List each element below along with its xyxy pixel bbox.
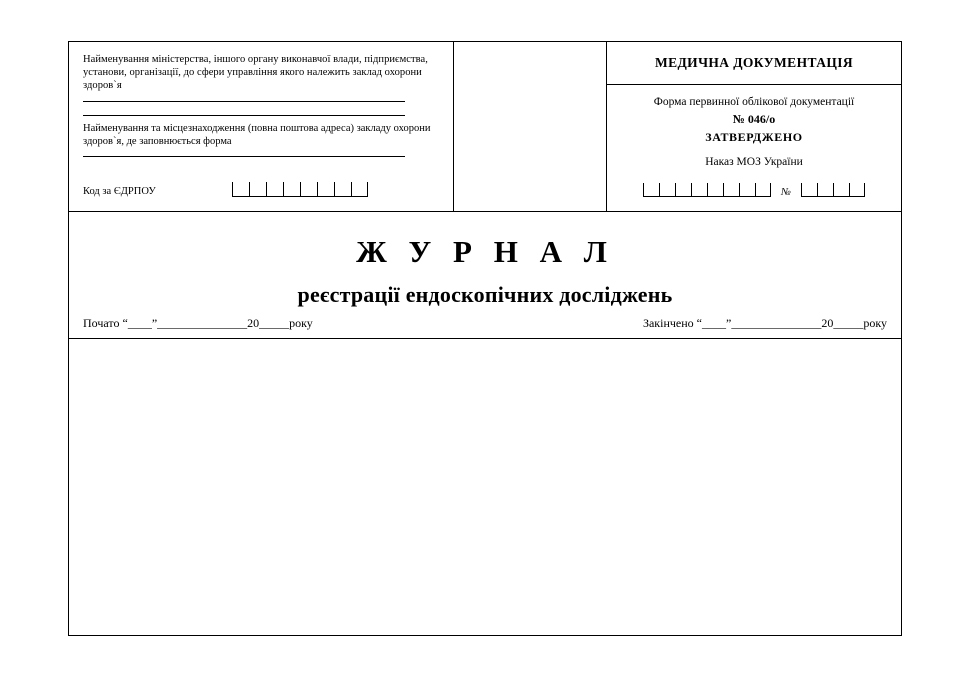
header-right-cell <box>607 42 901 211</box>
order-date-cell[interactable] <box>755 183 771 197</box>
edrpou-cell[interactable] <box>317 182 334 197</box>
order-number-cell[interactable] <box>801 183 817 197</box>
journal-dates-row <box>83 316 887 331</box>
edrpou-cell[interactable] <box>351 182 368 197</box>
edrpou-cell[interactable] <box>232 182 249 197</box>
institution-name-label: Найменування та місцезнаходження (повна поштова адреса) закладу охорони здоров`я, де заповнюється форма <box>83 123 431 147</box>
ministry-name-label: Найменування міністерства, іншого органу виконавчої влади, підприємства, установи, організації, до сфери управління якого належить заклад охорони здоров`я <box>83 54 428 91</box>
order-date-cell[interactable] <box>643 183 659 197</box>
edrpou-label: Код за ЄДРПОУ <box>83 186 156 197</box>
order-number-field[interactable] <box>801 183 865 198</box>
ministry-write-line-2 <box>83 115 405 116</box>
order-number-row <box>607 183 901 198</box>
institution-write-line <box>83 156 405 157</box>
order-date-cell[interactable] <box>659 183 675 197</box>
order-number-cell[interactable] <box>817 183 833 197</box>
journal-title-band <box>69 212 901 339</box>
medical-documentation-title: МЕДИЧНА ДОКУМЕНТАЦІЯ <box>654 55 854 70</box>
order-number-cell[interactable] <box>849 183 865 197</box>
edrpou-code-field[interactable] <box>232 182 368 197</box>
form-number-label: № 046/о <box>732 112 776 126</box>
header-row <box>69 42 901 212</box>
edrpou-cell[interactable] <box>283 182 300 197</box>
journal-blank-body <box>69 339 901 635</box>
form-registration-label: Форма первинної облікової документації <box>653 96 855 108</box>
edrpou-row <box>83 182 443 197</box>
header-left-cell <box>69 42 454 211</box>
approved-label: ЗАТВЕРДЖЕНО <box>705 130 803 144</box>
order-date-cell[interactable] <box>691 183 707 197</box>
order-date-cell[interactable] <box>723 183 739 197</box>
order-date-cell[interactable] <box>675 183 691 197</box>
header-middle-cell <box>454 42 607 211</box>
edrpou-cell[interactable] <box>300 182 317 197</box>
date-finished-field[interactable]: Закінчено “____”_______________20_____року <box>642 316 887 330</box>
date-started-field[interactable]: Почато “____”_______________20_____року <box>83 316 313 330</box>
header-right-divider <box>607 84 901 85</box>
journal-heading: Ж У Р Н А Л <box>356 234 614 269</box>
ministry-write-line-1 <box>83 101 405 102</box>
journal-subtitle: реєстрації ендоскопічних досліджень <box>297 282 673 307</box>
order-date-field[interactable] <box>643 183 771 198</box>
edrpou-cell[interactable] <box>334 182 351 197</box>
order-label: Наказ МОЗ України <box>705 156 803 168</box>
order-date-cell[interactable] <box>739 183 755 197</box>
edrpou-cell[interactable] <box>249 182 266 197</box>
order-date-cell[interactable] <box>707 183 723 197</box>
order-number-symbol: № <box>781 187 791 198</box>
order-number-cell[interactable] <box>833 183 849 197</box>
form-sheet <box>68 41 902 636</box>
edrpou-cell[interactable] <box>266 182 283 197</box>
